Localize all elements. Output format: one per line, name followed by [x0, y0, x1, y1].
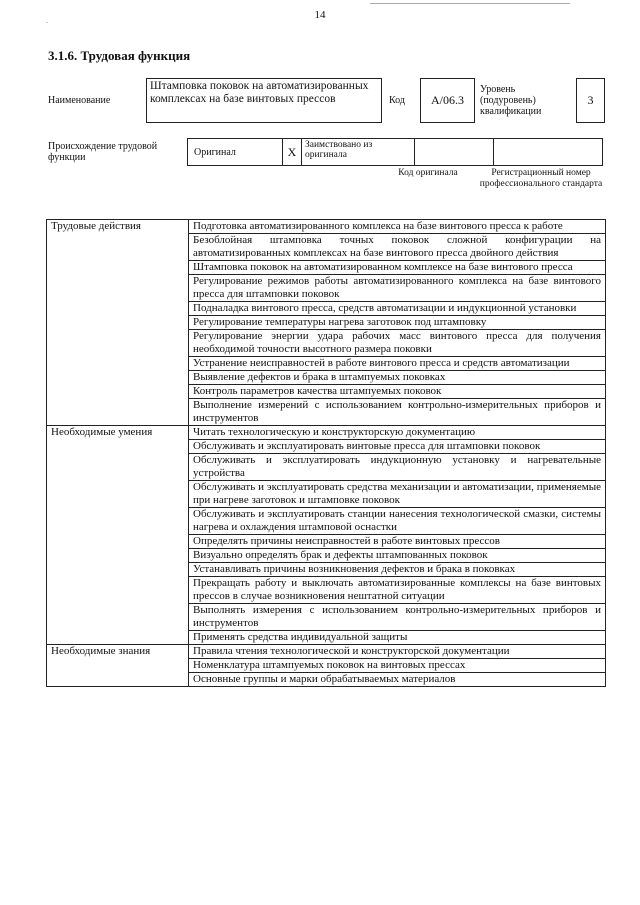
origin-label: Происхождение трудовой функции: [48, 141, 158, 163]
section-item: Обслуживать и эксплуатировать индукционную установку и нагревательные устройства: [189, 454, 606, 481]
top-rule: [370, 3, 570, 4]
origin-row: [188, 138, 606, 166]
section-item: Читать технологическую и конструкторскую документацию: [189, 426, 606, 440]
code-label: Код: [389, 95, 405, 106]
page-number: 14: [314, 9, 326, 21]
reg-caption: Регистрационный номер профессионального стандарта: [479, 168, 603, 189]
section-item: Выполнять измерения с использованием контрольно-измерительных приборов и инструментов: [189, 604, 606, 631]
function-name-box: Штамповка поковок на автоматизированных комплексах на базе винтовых прессов: [146, 78, 382, 123]
section-item: Устранение неисправностей в работе винтового пресса и средств автоматизации: [189, 357, 606, 371]
original-mark: X: [282, 138, 302, 166]
name-label: Наименование: [48, 95, 111, 106]
section-item: Обслуживать и эксплуатировать винтовые пресса для штамповки поковок: [189, 440, 606, 454]
table-row: [47, 220, 606, 234]
section-item: Подготовка автоматизированного комплекса на базе винтового пресса к работе: [189, 220, 606, 234]
section-item: Обслуживать и эксплуатировать станции нанесения технологической смазки, системы нагрева и охлаждения штамповой оснастки: [189, 508, 606, 535]
borrowed-cell: Заимствовано из оригинала: [301, 138, 415, 166]
section-item: Регулирование режимов работы автоматизированного комплекса на базе винтового пресса для штамповки поковок: [189, 275, 606, 302]
labor-function-table: [46, 219, 606, 687]
section-item: Выявление дефектов и брака в штампуемых поковках: [189, 371, 606, 385]
section-item: Выполнение измерений с использованием контрольно-измерительных приборов и инструментов: [189, 399, 606, 426]
original-cell: Оригинал: [187, 138, 283, 166]
section-item: Визуально определять брак и дефекты штампованных поковок: [189, 549, 606, 563]
section-item: Регулирование энергии удара рабочих масс винтового пресса для получения необходимой точности высотного размера поковки: [189, 330, 606, 357]
scan-dot: .: [46, 16, 48, 25]
section-category: Трудовые действия: [47, 220, 189, 426]
section-item: Устанавливать причины возникновения дефектов и брака в поковках: [189, 563, 606, 577]
code-caption: Код оригинала: [398, 168, 458, 178]
original-code-cell: [414, 138, 494, 166]
section-item: Применять средства индивидуальной защиты: [189, 631, 606, 645]
section-category: Необходимые знания: [47, 645, 189, 687]
section-item: Номенклатура штампуемых поковок на винтовых прессах: [189, 659, 606, 673]
section-item: Прекращать работу и выключать автоматизированные комплексы на базе винтовых прессов в случае возникновения нештатной ситуации: [189, 577, 606, 604]
level-label: Уровень (подуровень) квалификации: [480, 84, 542, 117]
section-item: Регулирование температуры нагрева заготовок под штамповку: [189, 316, 606, 330]
table-row: [47, 645, 606, 659]
reg-number-cell: [493, 138, 603, 166]
section-item: Основные группы и марки обрабатываемых материалов: [189, 673, 606, 687]
section-item: Правила чтения технологической и конструкторской документации: [189, 645, 606, 659]
section-item: Безоблойная штамповка точных поковок сложной конфигурации на автоматизированных комплексах на базе винтового пресса двойного действия: [189, 234, 606, 261]
section-item: Контроль параметров качества штампуемых поковок: [189, 385, 606, 399]
table-row: [47, 426, 606, 440]
section-title: 3.1.6. Трудовая функция: [48, 48, 191, 63]
section-category: Необходимые умения: [47, 426, 189, 645]
function-code-box: A/06.3: [420, 78, 475, 123]
section-item: Подналадка винтового пресса, средств автоматизации и индукционной установки: [189, 302, 606, 316]
section-item: Определять причины неисправностей в работе винтовых прессов: [189, 535, 606, 549]
level-value-box: 3: [576, 78, 605, 123]
section-item: Штамповка поковок на автоматизированном комплексе на базе винтового пресса: [189, 261, 606, 275]
section-item: Обслуживать и эксплуатировать средства механизации и автоматизации, применяемые при нагреве заготовок и штамповке поковок: [189, 481, 606, 508]
